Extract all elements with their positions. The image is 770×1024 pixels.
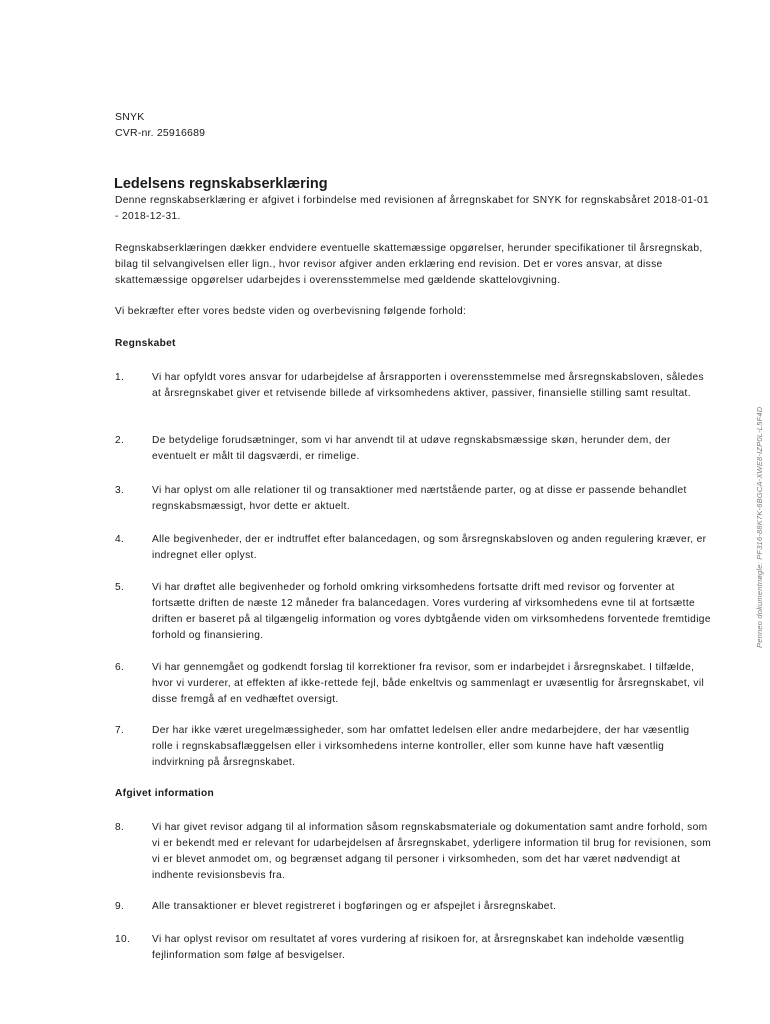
list-item-text: Alle transaktioner er blevet registreret i bogføringen og er afspejlet i årsregnskabet.	[152, 901, 557, 912]
list-item-text: Vi har givet revisor adgang til al information såsom regnskabsmateriale og dokumentation samt andre forhold, som vi er bekendt med er relevant for udarbejdelsen af årsregnskabet, yderligere information til brug for revisionen, som vi er blevet anmodet om, og begrænset adgang til personer i virksomheden, som det har været nødvendigt at indhente revisionsbevis fra.	[152, 822, 712, 881]
penneo-document-key: Penneo dokumentnøgle: PF316-88K7K-6BGCA-XWE8-IZP0L-L5F4D	[755, 406, 764, 648]
section-heading-afgivet-information: Afgivet information	[115, 788, 215, 799]
list-item-text: Vi har gennemgået og godkendt forslag til korrektioner fra revisor, som er indarbejdet i årsregnskabet. I tilfælde, hvor vi vurderer, at effekten af ikke-rettede fejl, både enkeltvis og sammenlagt er uvæsentlig for årsregnskabet, vil disse fremgå af en vedhæftet oversigt.	[152, 662, 705, 705]
list-item-text: Vi har oplyst om alle relationer til og transaktioner med nærtstående parter, og at disse er passende behandlet regnskabsmæssigt, hvor dette er aktuelt.	[152, 485, 687, 512]
list-item-text: Vi har oplyst revisor om resultatet af vores vurdering af risikoen for, at årsregnskabet kan indeholde væsentlig fejlinformation som følge af besvigelser.	[152, 934, 685, 961]
list-item-number: 2.	[115, 435, 125, 446]
list-item-text: Der har ikke været uregelmæssigheder, som har omfattet ledelsen eller andre medarbejdere, der har væsentlig rolle i regnskabsaflæggelsen eller i virksomhedens interne kontroller, eller som kunne have haft væsentlig indvirkning på årsregnskabet.	[152, 725, 690, 768]
list-item-number: 9.	[115, 901, 125, 912]
list-item-text: Alle begivenheder, der er indtruffet efter balancedagen, og som årsregnskabsloven og anden regulering kræver, er indregnet eller oplyst.	[152, 534, 707, 561]
list-item-text: Vi har drøftet alle begivenheder og forhold omkring virksomhedens fortsatte drift med revisor og forventer at fortsætte driften de næste 12 måneder fra balancedagen. Vores vurdering af virksomhedens evne til at fortsætte driften er baseret på al tilgængelig information og vores dybtgående viden om virksomhedens forventede fremtidige forhold og finansiering.	[152, 582, 711, 641]
intro-paragraph-1: Denne regnskabserklæring er afgivet i forbindelse med revisionen af årregnskabet for SNYK for regnskabsåret 2018-01-01 - 2018-12-31.	[115, 195, 709, 222]
list-item-number: 8.	[115, 822, 125, 833]
company-block	[115, 109, 205, 141]
intro-paragraph-2: Regnskabserklæringen dækker endvidere eventuelle skattemæssige opgørelser, herunder specifikationer til årsregnskab, bilag til selvangivelsen eller lign., hvor revisor afgiver anden erklæring end revision. Det er vores ansvar, at disse skattemæssige opgørelser udarbejdes i overensstemmelse med gældende skattelovgivning.	[115, 243, 703, 286]
list-item-number: 4.	[115, 534, 125, 545]
list-item-number: 3.	[115, 485, 125, 496]
list-item-text: De betydelige forudsætninger, som vi har anvendt til at udøve regnskabsmæssige skøn, herunder dem, der eventuelt er målt til dagsværdi, er rimelige.	[152, 435, 671, 462]
list-item-text: Vi har opfyldt vores ansvar for udarbejdelse af årsrapporten i overensstemmelse med årsregnskabsloven, således at årsregnskabet giver et retvisende billede af virksomhedens aktiver, passiver, finansielle stilling samt resultat.	[152, 372, 704, 399]
company-cvr: CVR-nr. 25916689	[115, 127, 206, 139]
document-title: Ledelsens regnskabserklæring	[114, 176, 328, 192]
company-name: SNYK	[115, 111, 145, 123]
intro-paragraph-3: Vi bekræfter efter vores bedste viden og overbevisning følgende forhold:	[115, 306, 467, 317]
list-item-number: 6.	[115, 662, 125, 673]
list-item-number: 1.	[115, 372, 125, 383]
list-item-number: 7.	[115, 725, 125, 736]
list-item-number: 5.	[115, 582, 125, 593]
list-item-number: 10.	[115, 934, 131, 945]
section-heading-regnskabet: Regnskabet	[115, 338, 176, 349]
